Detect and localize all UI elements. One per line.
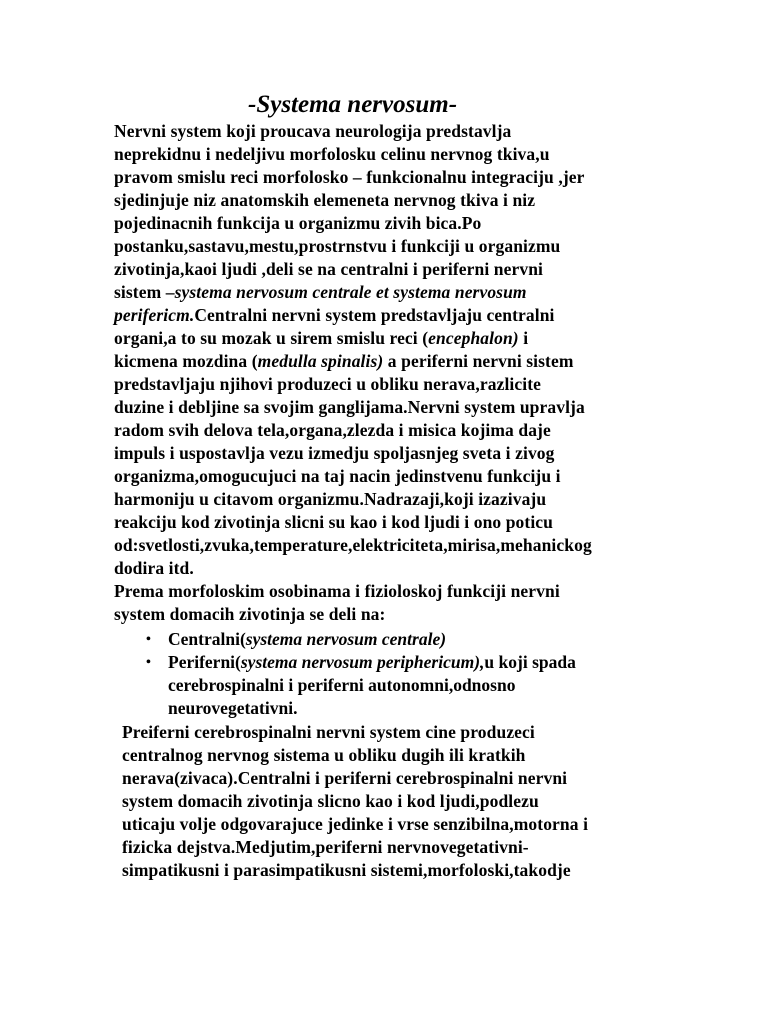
text-line: nerava(zivaca).Centralni i periferni cerebrospinalni nervni bbox=[122, 768, 568, 788]
text-line: postanku,sastavu,mestu,prostrnstvu i funkciji u organizmu bbox=[114, 236, 561, 256]
text-line: neprekidnu i nedeljivu morfolosku celinu nervnog tkiva,u bbox=[114, 144, 550, 164]
text-run: Centralni( bbox=[168, 629, 246, 649]
text-line: uticaju volje odgovarajuce jedinke i vrse senzibilna,motorna i bbox=[122, 814, 589, 834]
text-line: dodira itd. bbox=[114, 558, 194, 578]
latin-term: systema nervosum centrale) bbox=[245, 629, 447, 649]
text-line: simpatikusni i parasimpatikusni sistemi,morfoloski,takodje bbox=[122, 860, 571, 880]
text-line: duzine i debljine sa svojim ganglijama.Nervni system upravlja bbox=[114, 397, 585, 417]
text-line: predstavljaju njihovi produzeci u obliku nerava,razlicite bbox=[114, 374, 542, 394]
paragraph-peripheral bbox=[122, 721, 674, 882]
text-line: cerebrospinalni i periferni autonomni,odnosno bbox=[168, 675, 516, 695]
text-line bbox=[114, 281, 674, 304]
text-line bbox=[168, 651, 674, 674]
text-line: reakciju kod zivotinja slicni su kao i kod ljudi i ono poticu bbox=[114, 512, 553, 532]
text-line: neurovegetativni. bbox=[168, 698, 298, 718]
latin-term: medulla spinalis) bbox=[257, 351, 384, 371]
text-run: i bbox=[518, 328, 529, 348]
text-line bbox=[114, 327, 674, 350]
text-line: od:svetlosti,zvuka,temperature,elektriciteta,mirisa,mehanickog bbox=[114, 535, 592, 555]
text-line: pravom smislu reci morfolosko – funkcionalnu integraciju ,jer bbox=[114, 167, 585, 187]
list-item-central bbox=[114, 628, 674, 651]
text-run: Centralni nervni system predstavljaju centralni bbox=[194, 305, 555, 325]
text-line: harmoniju u citavom organizmu.Nadrazaji,koji izazivaju bbox=[114, 489, 547, 509]
text-line: zivotinja,kaoi ljudi ,deli se na centralni i periferni nervni bbox=[114, 259, 544, 279]
latin-term: systema nervosum periphericum), bbox=[240, 652, 485, 672]
latin-term: encephalon) bbox=[428, 328, 519, 348]
text-run: organi,a to su mozak u sirem smislu reci ( bbox=[114, 328, 429, 348]
bullet-icon: • bbox=[146, 632, 151, 647]
text-run: a periferni nervni sistem bbox=[383, 351, 574, 371]
text-run: Periferni( bbox=[168, 652, 241, 672]
text-line: Nervni system koji proucava neurologija predstavlja bbox=[114, 121, 512, 141]
text-run: u koji spada bbox=[484, 652, 576, 672]
text-line: sjedinjuje niz anatomskih elemeneta nervnog tkiva i niz bbox=[114, 190, 536, 210]
paragraph-intro bbox=[114, 120, 674, 626]
text-line: centralnog nervnog sistema u obliku dugih ili kratkih bbox=[122, 745, 526, 765]
text-line: pojedinacnih funkcija u organizmu zivih bica.Po bbox=[114, 213, 482, 233]
text-line: system domacih zivotinja se deli na: bbox=[114, 604, 386, 624]
text-line bbox=[114, 304, 674, 327]
text-line: Preiferni cerebrospinalni nervni system cine produzeci bbox=[122, 722, 535, 742]
text-run: kicmena mozdina ( bbox=[114, 351, 258, 371]
text-line bbox=[168, 628, 674, 651]
latin-term: systema nervosum centrale et systema nervosum bbox=[174, 282, 527, 302]
text-line bbox=[114, 350, 674, 373]
text-line: impuls i uspostavlja vezu izmedju spoljasnjeg sveta i zivog bbox=[114, 443, 555, 463]
text-run: sistem – bbox=[114, 282, 175, 302]
bullet-icon: • bbox=[146, 655, 151, 670]
document-title: -Systema nervosum- bbox=[248, 91, 458, 118]
text-line: radom svih delova tela,organa,zlezda i misica kojima daje bbox=[114, 420, 551, 440]
text-line: organizma,omogucujuci na taj nacin jedinstvenu funkciju i bbox=[114, 466, 561, 486]
division-list bbox=[114, 628, 674, 720]
text-line: Prema morfoloskim osobinama i fizioloskoj funkciji nervni bbox=[114, 581, 560, 601]
text-line: system domacih zivotinja slicno kao i kod ljudi,podlezu bbox=[122, 791, 539, 811]
list-item-peripheral bbox=[114, 651, 674, 720]
text-line: fizicka dejstva.Medjutim,periferni nervnovegetativni- bbox=[122, 837, 529, 857]
latin-term: perifericm. bbox=[114, 305, 195, 325]
